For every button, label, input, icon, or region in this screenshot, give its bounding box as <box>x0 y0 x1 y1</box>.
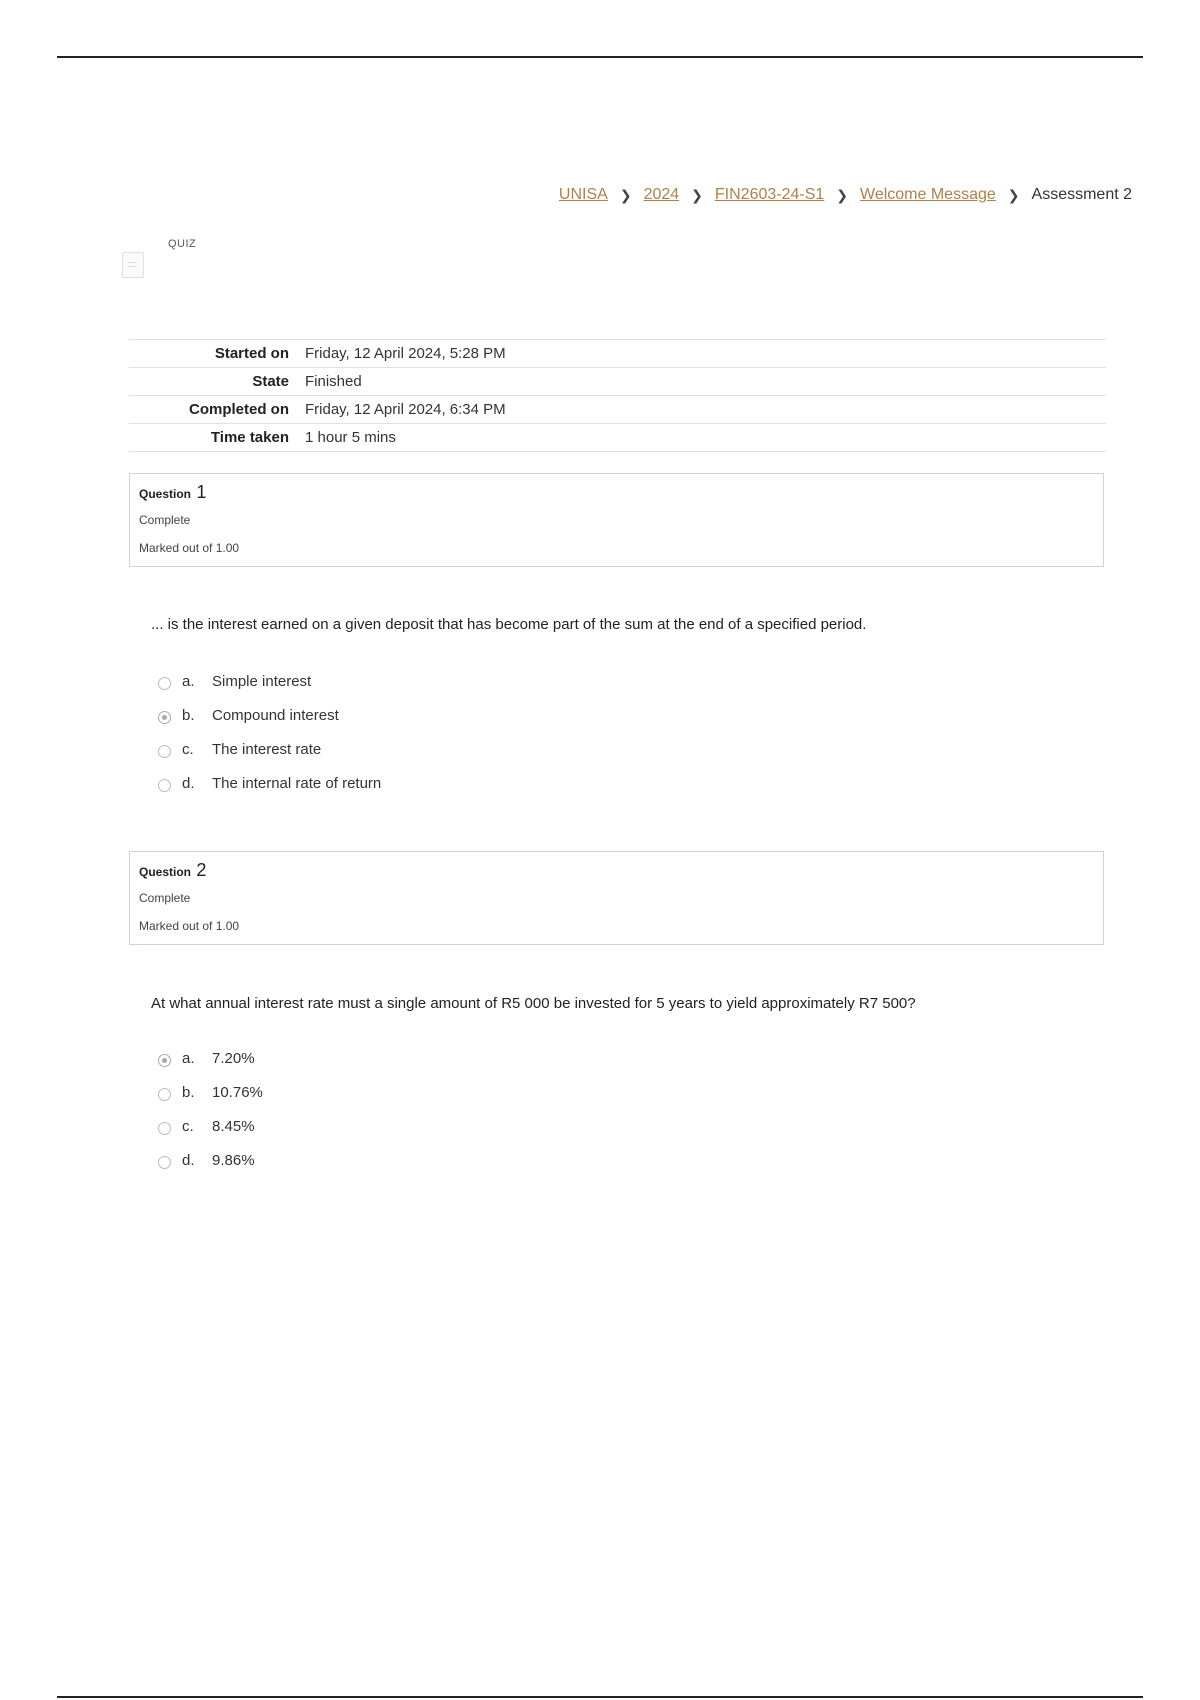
answer-option[interactable] <box>158 1143 263 1177</box>
answer-text: Simple interest <box>212 672 312 690</box>
quiz-icon <box>122 252 144 278</box>
answer-letter: c. <box>182 1117 194 1135</box>
summary-label: Time taken <box>210 429 289 446</box>
answer-text: 10.76% <box>212 1083 263 1101</box>
answer-option[interactable] <box>158 1109 263 1143</box>
radio-button[interactable] <box>158 779 171 792</box>
question-state: Complete <box>139 513 191 527</box>
question-label: Question <box>139 487 192 501</box>
answer-text: The internal rate of return <box>212 774 382 792</box>
answer-option[interactable] <box>158 732 381 766</box>
top-divider <box>57 56 1143 58</box>
answer-letter: c. <box>182 740 194 758</box>
breadcrumb-current: Assessment 2 <box>1031 186 1132 203</box>
answer-list <box>158 1041 263 1177</box>
chevron-right-icon: ❯ <box>836 186 849 203</box>
answer-letter: a. <box>182 672 195 690</box>
radio-button-selected[interactable] <box>158 1054 171 1067</box>
answer-option[interactable] <box>158 1041 263 1075</box>
radio-button-selected[interactable] <box>158 711 171 724</box>
question-state: Complete <box>139 891 191 905</box>
attempt-summary-table <box>129 339 1106 452</box>
breadcrumb-link-section[interactable]: Welcome Message <box>860 186 996 203</box>
answer-option[interactable] <box>158 1075 263 1109</box>
question-number-value: 2 <box>196 860 207 880</box>
chevron-right-icon: ❯ <box>619 186 632 203</box>
question-number <box>139 860 1094 881</box>
answer-letter: b. <box>182 1083 195 1101</box>
answer-letter: d. <box>182 1151 195 1169</box>
answer-letter: a. <box>182 1049 195 1067</box>
answer-option[interactable] <box>158 664 381 698</box>
question-number-value: 1 <box>196 482 207 502</box>
summary-label: Started on <box>214 345 289 362</box>
answer-letter: d. <box>182 774 195 792</box>
chevron-right-icon: ❯ <box>1007 186 1020 203</box>
question-grade: Marked out of 1.00 <box>139 541 240 555</box>
answer-text: 9.86% <box>212 1151 255 1169</box>
breadcrumb-link-course[interactable]: FIN2603-24-S1 <box>714 186 825 203</box>
summary-value: Friday, 12 April 2024, 6:34 PM <box>305 401 506 418</box>
breadcrumb-link-year[interactable]: 2024 <box>643 186 680 203</box>
answer-letter: b. <box>182 706 195 724</box>
question-label: Question <box>139 865 192 879</box>
answer-text: 7.20% <box>212 1049 255 1067</box>
summary-value: Finished <box>305 373 362 390</box>
breadcrumb-link-unisa[interactable]: UNISA <box>558 186 608 203</box>
summary-row-time-taken <box>129 424 1106 452</box>
summary-row-state <box>129 368 1106 396</box>
question-info-box <box>129 473 1104 567</box>
radio-button[interactable] <box>158 677 171 690</box>
radio-button[interactable] <box>158 1088 171 1101</box>
summary-label: Completed on <box>189 401 289 418</box>
summary-row-completed <box>129 396 1106 424</box>
question-text: At what annual interest rate must a single amount of R5 000 be invested for 5 years to yield approximately R7 500? <box>151 995 916 1012</box>
question-number <box>139 482 1094 503</box>
answer-text: 8.45% <box>212 1117 255 1135</box>
breadcrumb <box>559 186 1132 204</box>
question-text: ... is the interest earned on a given deposit that has become part of the sum at the end of a specified period. <box>151 616 867 633</box>
module-type-label: QUIZ <box>168 238 197 250</box>
radio-button[interactable] <box>158 1156 171 1169</box>
answer-option[interactable] <box>158 766 381 800</box>
radio-button[interactable] <box>158 745 171 758</box>
bottom-divider <box>57 1696 1143 1698</box>
summary-row-started <box>129 340 1106 368</box>
answer-list <box>158 664 381 800</box>
chevron-right-icon: ❯ <box>691 186 703 203</box>
question-grade: Marked out of 1.00 <box>139 919 240 933</box>
radio-button[interactable] <box>158 1122 171 1135</box>
question-info-box <box>129 851 1104 945</box>
answer-text: Compound interest <box>212 706 339 724</box>
summary-value: Friday, 12 April 2024, 5:28 PM <box>305 345 506 362</box>
summary-label: State <box>252 373 289 390</box>
summary-value: 1 hour 5 mins <box>305 429 396 446</box>
answer-text: The interest rate <box>212 740 322 758</box>
answer-option[interactable] <box>158 698 381 732</box>
